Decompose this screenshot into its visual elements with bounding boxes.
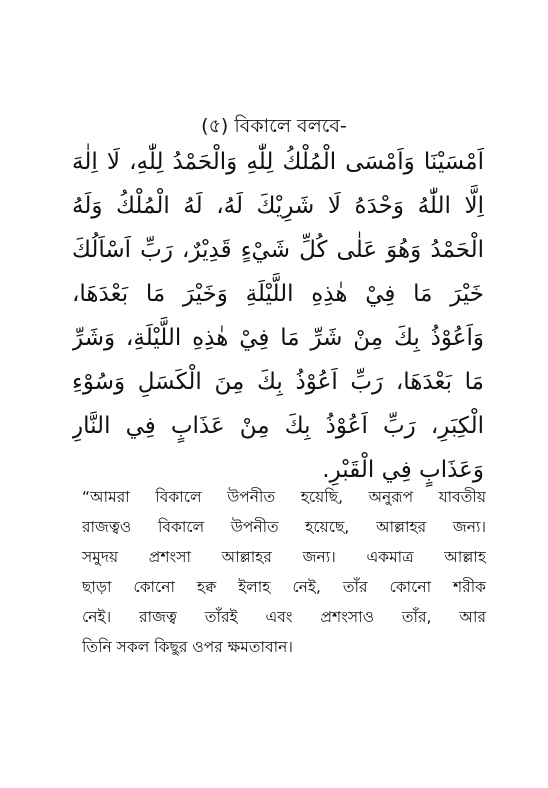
translation-line: নেই। রাজত্ব তাঁরই এবং প্রশংসাও তাঁর, আর: [82, 608, 486, 626]
bengali-translation: [82, 482, 486, 662]
arabic-line: مَا بَعْدَهَا، رَبِّ اَعُوْذُ بِكَ مِنَ الْكَسَلِ وَسُوْءِ: [72, 369, 484, 395]
arabic-line: الْحَمْدُ وَهُوَ عَلٰى كُلِّ شَيْءٍ قَدِيْرٌ، رَبِّ اَسْاَلُكَ: [72, 237, 484, 263]
section-heading: (৫) বিকালে বলবে-: [201, 115, 347, 137]
arabic-line: وَاَعُوْذُ بِكَ مِنْ شَرِّ مَا فِيْ هٰذِهِ اللَّيْلَةِ، وَشَرِّ: [72, 325, 484, 351]
arabic-dua-text: [72, 140, 484, 492]
translation-line: রাজত্বও বিকালে উপনীত হয়েছে, আল্লাহর জন্য।: [82, 518, 486, 536]
arabic-line: اَمْسَيْنَا وَاَمْسَى الْمُلْكُ لِلّٰهِ وَالْحَمْدُ لِلّٰهِ، لَا اِلٰهَ: [72, 149, 484, 175]
arabic-line: اِلَّا اللّٰهُ وَحْدَهُ لَا شَرِيْكَ لَهُ، لَهُ الْمُلْكُ وَلَهُ: [72, 193, 484, 219]
translation-line: “আমরা বিকালে উপনীত হয়েছি, অনুরূপ যাবতীয়: [82, 488, 486, 506]
translation-line: তিনি সকল কিছুর ওপর ক্ষমতাবান।: [82, 638, 293, 656]
translation-line: সমুদয় প্রশংসা আল্লাহর জন্য। একমাত্র আল্লাহ: [82, 548, 486, 566]
arabic-line: خَيْرَ مَا فِيْ هٰذِهِ اللَّيْلَةِ وَخَيْرَ مَا بَعْدَهَا،: [72, 281, 484, 307]
translation-line: ছাড়া কোনো হক্ব ইলাহ নেই, তাঁর কোনো শরীক: [82, 578, 486, 596]
arabic-line: وَعَذَابٍ فِي الْقَبْرِ.: [322, 457, 484, 483]
arabic-line: الْكِبَرِ، رَبِّ اَعُوْذُ بِكَ مِنْ عَذَابٍ فِي النَّارِ: [72, 413, 484, 439]
